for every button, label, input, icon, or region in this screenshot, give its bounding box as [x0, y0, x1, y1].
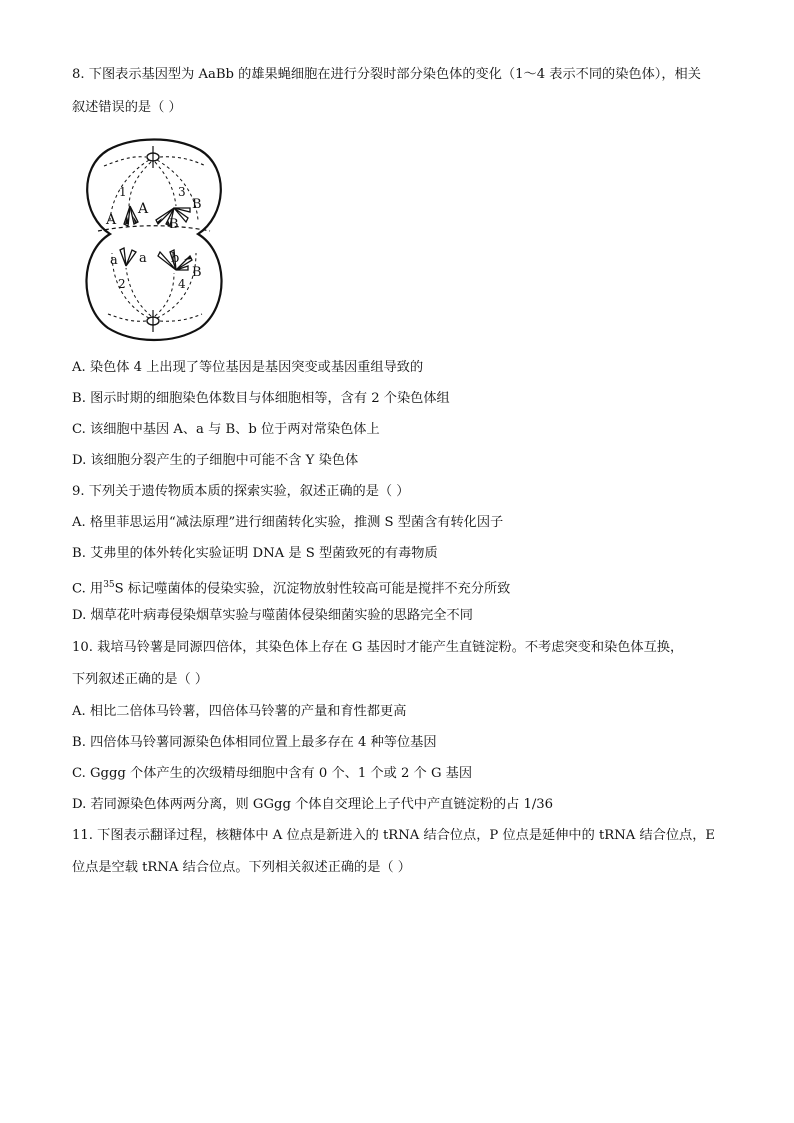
q10-option-a: A. 相比二倍体马铃薯，四倍体马铃薯的产量和育性都更高: [72, 704, 407, 719]
cell-division-figure: [74, 138, 234, 344]
q10-option-c: C. Gggg 个体产生的次级精母细胞中含有 0 个、1 个或 2 个 G 基因: [72, 766, 473, 781]
chromosome-1: [124, 206, 138, 226]
gene-B-chr3-a: B: [169, 217, 179, 232]
label-chromosome-3: 3: [178, 185, 186, 199]
q10-option-b: B. 四倍体马铃薯同源染色体相同位置上最多存在 4 种等位基因: [72, 735, 437, 750]
chromosome-2: [120, 248, 136, 266]
q9-option-d: D. 烟草花叶病毒侵染烟草实验与噬菌体侵染细菌实验的思路完全不同: [72, 608, 473, 623]
q9-option-c-isotope: 35: [103, 580, 115, 590]
q9-option-c-text: S 标记噬菌体的侵染实验，沉淀物放射性较高可能是搅拌不充分所致: [114, 581, 511, 597]
q11-stem-line1: 11. 下图表示翻译过程，核糖体中 A 位点是新进入的 tRNA 结合位点，P 位点是延伸中的 tRNA 结合位点，E: [72, 828, 716, 843]
q8-option-c: C. 该细胞中基因 A、a 与 B、b 位于两对常染色体上: [72, 422, 380, 437]
label-chromosome-2: 2: [118, 277, 126, 291]
q8-stem-line1: 8. 下图表示基因型为 AaBb 的雄果蝇细胞在进行分裂时部分染色体的变化（1～4 表示不同的染色体），相关: [72, 67, 701, 82]
q9-option-a: A. 格里菲思运用“减法原理”进行细菌转化实验，推测 S 型菌含有转化因子: [72, 515, 504, 530]
gene-B-chr4: B: [192, 265, 202, 280]
q8-option-a: A. 染色体 4 上出现了等位基因是基因突变或基因重组导致的: [72, 360, 424, 375]
q11-stem-line2: 位点是空载 tRNA 结合位点。下列相关叙述正确的是（ ）: [72, 860, 411, 875]
gene-A-right: A: [138, 201, 149, 217]
q8-option-d: D. 该细胞分裂产生的子细胞中可能不含 Y 染色体: [72, 453, 359, 468]
q10-option-d: D. 若同源染色体两两分离，则 GGgg 个体自交理论上子代中产直链淀粉的占 1/36: [72, 797, 554, 812]
label-chromosome-1: 1: [119, 185, 127, 199]
q9-option-c: [72, 576, 510, 598]
cell-diagram: [74, 138, 234, 344]
q9-option-c-prefix: C. 用: [72, 581, 104, 597]
q9-option-b: B. 艾弗里的体外转化实验证明 DNA 是 S 型菌致死的有毒物质: [72, 546, 438, 561]
label-chromosome-4: 4: [178, 277, 186, 291]
gene-A-left: A: [106, 212, 117, 228]
q8-option-b: B. 图示时期的细胞染色体数目与体细胞相等，含有 2 个染色体组: [72, 391, 450, 406]
q9-stem: 9. 下列关于遗传物质本质的探索实验，叙述正确的是（ ）: [72, 484, 410, 499]
top-centrosome: [104, 146, 206, 168]
q8-stem-line2: 叙述错误的是（ ）: [72, 100, 182, 115]
gene-a-right: a: [139, 251, 147, 266]
q10-stem-line2: 下列叙述正确的是（ ）: [72, 672, 209, 687]
gene-b-chr4: b: [171, 251, 180, 266]
gene-B-chr3-b: B: [192, 197, 202, 212]
q10-stem-line1: 10. 栽培马铃薯是同源四倍体，其染色体上存在 G 基因时才能产生直链淀粉。不考虑突变和染色体互换，: [72, 640, 684, 655]
cell-membrane: [86, 140, 221, 341]
bottom-centrosome: [108, 310, 202, 332]
gene-a-left: a: [110, 253, 118, 268]
